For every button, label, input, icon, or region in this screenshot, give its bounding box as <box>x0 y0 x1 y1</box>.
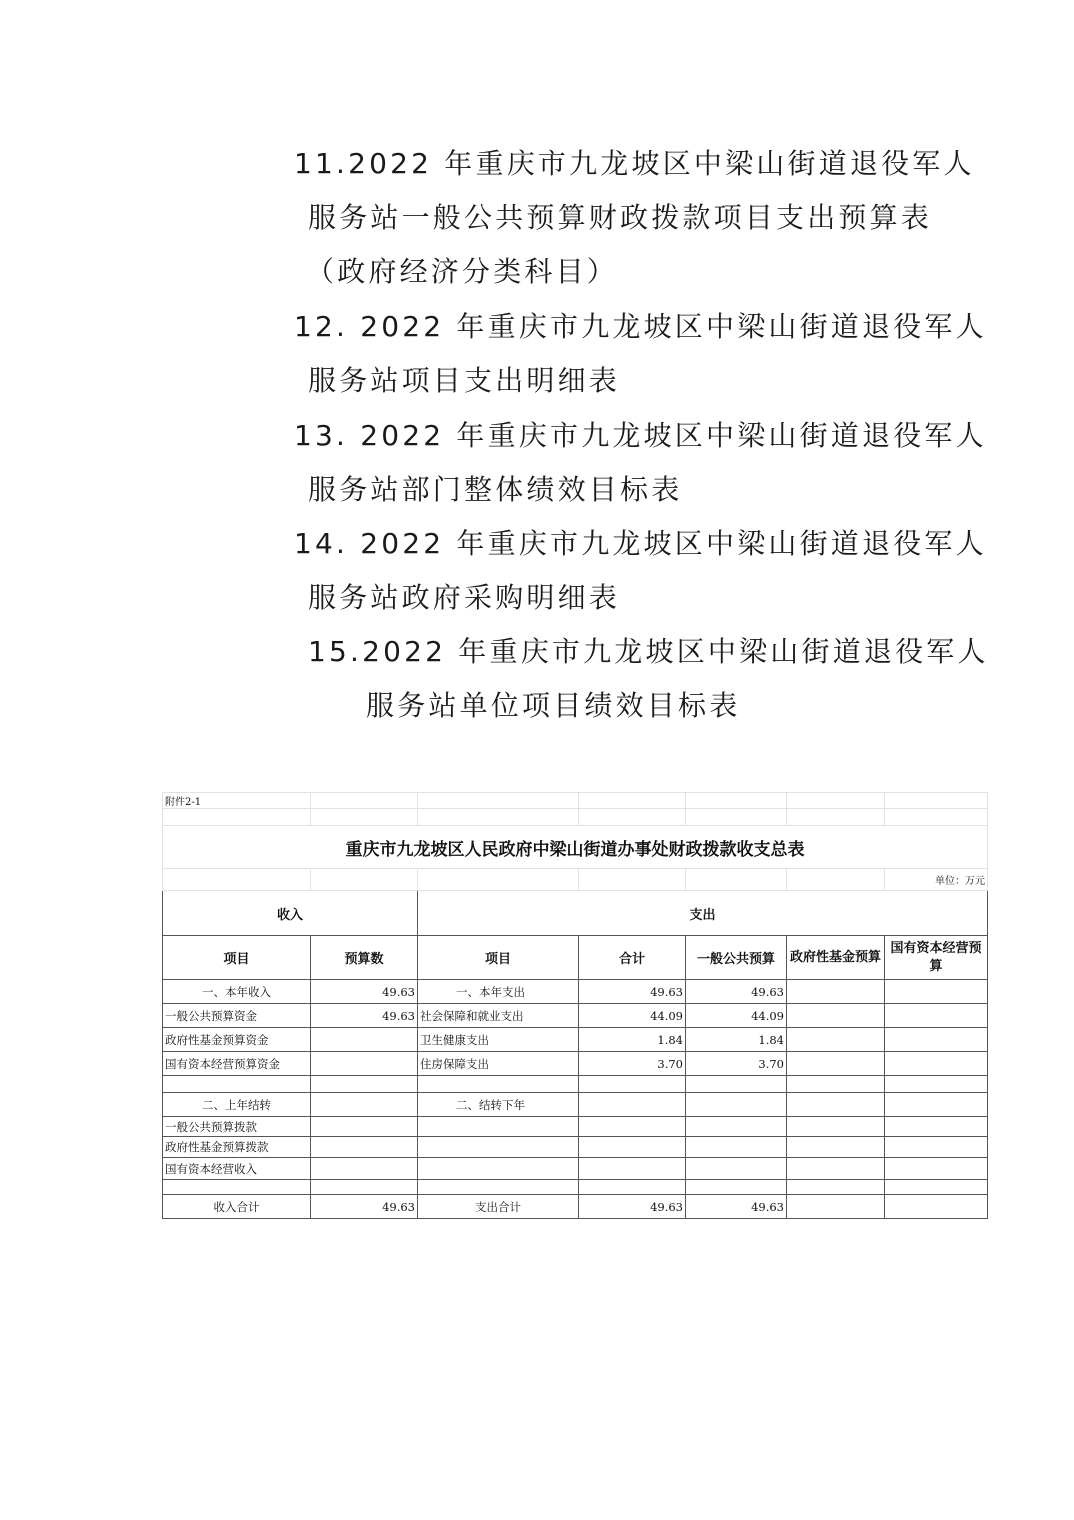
toc-item-15-line2: 服务站单位项目绩效目标表 <box>366 689 741 722</box>
general-budget: 49.63 <box>686 1195 787 1219</box>
general-budget: 49.63 <box>686 980 787 1004</box>
toc-item-15-line1: 15.2022 年重庆市九龙坡区中梁山街道退役军人 <box>308 635 989 668</box>
toc-item-12-line2: 服务站项目支出明细表 <box>308 364 621 397</box>
table-row <box>163 1137 988 1158</box>
toc-item-11-line1: 11.2022 年重庆市九龙坡区中梁山街道退役军人 <box>294 147 975 180</box>
income-header: 收入 <box>163 891 418 936</box>
fund-budget <box>787 1195 885 1219</box>
expense-item: 二、结转下年 <box>418 1093 579 1117</box>
income-amount: 49.63 <box>311 980 418 1004</box>
expense-item: 住房保障支出 <box>418 1052 579 1076</box>
income-item: 二、上年结转 <box>163 1093 311 1117</box>
table-row <box>163 980 988 1004</box>
expense-header: 支出 <box>418 891 988 936</box>
general-budget: 3.70 <box>686 1052 787 1076</box>
expense-total: 49.63 <box>579 980 686 1004</box>
state-capital-budget <box>885 1004 988 1028</box>
income-amount <box>311 1052 418 1076</box>
toc-item-14-line2: 服务站政府采购明细表 <box>308 581 621 614</box>
income-amount <box>311 1093 418 1117</box>
table-row <box>163 1117 988 1137</box>
expense-total: 49.63 <box>579 1195 686 1219</box>
table-row <box>163 1076 988 1093</box>
toc-item-13-line2: 服务站部门整体绩效目标表 <box>308 473 683 506</box>
column-header: 合计 <box>579 936 686 980</box>
budget-summary-table <box>162 792 988 1219</box>
general-budget: 1.84 <box>686 1028 787 1052</box>
income-item: 一、本年收入 <box>163 980 311 1004</box>
fund-budget <box>787 1093 885 1117</box>
table-row <box>163 1093 988 1117</box>
fund-budget <box>787 1052 885 1076</box>
income-total-label: 收入合计 <box>163 1195 311 1219</box>
table-row <box>163 1180 988 1195</box>
toc-item-14-line1: 14. 2022 年重庆市九龙坡区中梁山街道退役军人 <box>294 527 987 560</box>
table-title: 重庆市九龙坡区人民政府中梁山街道办事处财政拨款收支总表 <box>163 826 988 869</box>
fund-budget <box>787 980 885 1004</box>
expense-item: 一、本年支出 <box>418 980 579 1004</box>
total-row <box>163 1195 988 1219</box>
expense-total <box>579 1093 686 1117</box>
column-header: 国有资本经营预算 <box>885 936 988 980</box>
state-capital-budget <box>885 1052 988 1076</box>
income-item: 一般公共预算拨款 <box>163 1117 311 1137</box>
table-row <box>163 1052 988 1076</box>
general-budget <box>686 1093 787 1117</box>
expense-total: 1.84 <box>579 1028 686 1052</box>
column-header: 预算数 <box>311 936 418 980</box>
state-capital-budget <box>885 1028 988 1052</box>
attachment-label: 附件2-1 <box>163 793 311 809</box>
table-row <box>163 1028 988 1052</box>
expense-item: 社会保障和就业支出 <box>418 1004 579 1028</box>
expense-total-label: 支出合计 <box>418 1195 579 1219</box>
column-header: 政府性基金预算 <box>787 936 885 980</box>
state-capital-budget <box>885 980 988 1004</box>
toc-item-13-line1: 13. 2022 年重庆市九龙坡区中梁山街道退役军人 <box>294 419 987 452</box>
unit-label: 单位：万元 <box>885 869 988 891</box>
income-amount <box>311 1028 418 1052</box>
income-amount: 49.63 <box>311 1004 418 1028</box>
fund-budget <box>787 1028 885 1052</box>
income-item: 政府性基金预算拨款 <box>163 1137 311 1158</box>
column-header: 项目 <box>163 936 311 980</box>
toc-item-11-line2: 服务站一般公共预算财政拨款项目支出预算表 <box>308 201 933 234</box>
income-item: 国有资本经营预算资金 <box>163 1052 311 1076</box>
income-item: 国有资本经营收入 <box>163 1158 311 1180</box>
column-header: 一般公共预算 <box>686 936 787 980</box>
income-item: 一般公共预算资金 <box>163 1004 311 1028</box>
expense-item: 卫生健康支出 <box>418 1028 579 1052</box>
table-row <box>163 1004 988 1028</box>
toc-item-12-line1: 12. 2022 年重庆市九龙坡区中梁山街道退役军人 <box>294 310 987 343</box>
income-item: 政府性基金预算资金 <box>163 1028 311 1052</box>
general-budget: 44.09 <box>686 1004 787 1028</box>
fund-budget <box>787 1004 885 1028</box>
state-capital-budget <box>885 1195 988 1219</box>
column-header: 项目 <box>418 936 579 980</box>
state-capital-budget <box>885 1093 988 1117</box>
toc-item-11-line3: （政府经济分类科目） <box>306 255 619 288</box>
table-row <box>163 1158 988 1180</box>
expense-total: 3.70 <box>579 1052 686 1076</box>
expense-total: 44.09 <box>579 1004 686 1028</box>
income-total-amount: 49.63 <box>311 1195 418 1219</box>
